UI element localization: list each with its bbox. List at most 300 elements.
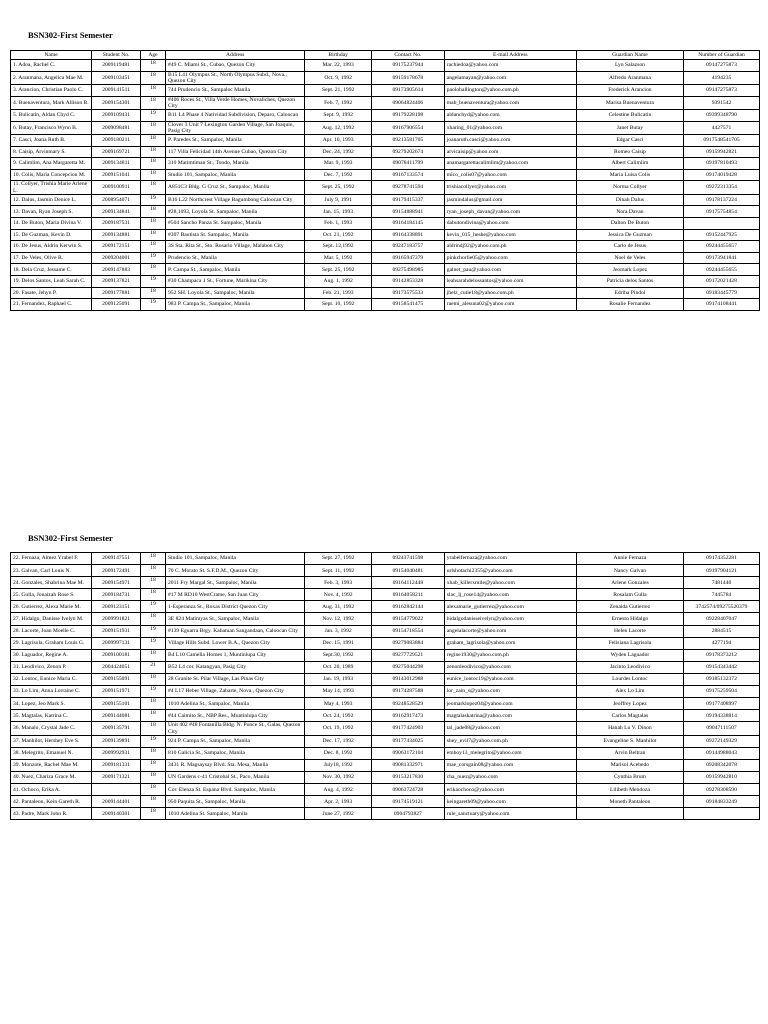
email-cell: aldrindj92@yahoo.com.ph: [444, 241, 576, 253]
guardian-number-cell: 09208342078: [684, 759, 760, 771]
birthday-cell: Dec. 15, 1991: [305, 637, 372, 649]
birthday-cell: Oct. 20, 1989: [305, 661, 372, 673]
contact-cell: 09142853328: [371, 275, 444, 287]
guardian-number-cell: 09194338814: [684, 710, 760, 722]
age-cell: 19: [141, 252, 166, 264]
guardian-name-cell: Edgar Casci: [576, 135, 683, 147]
guardian-name-cell: Rosalam Gulla: [576, 589, 683, 601]
age-cell: 18: [141, 649, 166, 661]
table-row: [11, 772, 760, 784]
guardian-name-cell: Jeoffrey Lopez: [576, 698, 683, 710]
guardian-name-cell: Hanah Lu V. Dinon: [576, 722, 683, 735]
name-cell: 39. Monzote, Rachel Mae M.: [11, 759, 92, 771]
guardian-number-cell: 0917548541705: [684, 135, 760, 147]
student-table-2: [10, 552, 760, 820]
name-cell: 16. De Jesus, Aldrin Kerwin S.: [11, 241, 92, 253]
age-cell: 18: [141, 135, 166, 147]
table-row: [11, 299, 760, 311]
address-cell: Studio 101, Sampaloc, Manila: [165, 169, 304, 181]
birthday-cell: Feb. 21, 1993: [305, 287, 372, 299]
contact-cell: 09167906554: [371, 121, 444, 134]
age-cell: 19: [141, 625, 166, 637]
guardian-name-cell: Lourdes Lontoc: [576, 673, 683, 685]
guardian-number-cell: 09184833249: [684, 796, 760, 808]
student-no-cell: 2009134811: [92, 158, 141, 170]
student-table-1: [10, 50, 760, 311]
table-row: [11, 264, 760, 276]
address-cell: 2011 Fry Margal St., Sampaloc, Manila: [165, 577, 304, 589]
table-row: [11, 784, 760, 796]
table-row: [11, 577, 760, 589]
table-row: [11, 121, 760, 134]
table-row: [11, 601, 760, 613]
student-no-cell: 2004424051: [92, 661, 141, 673]
student-no-cell: 2009098481: [92, 121, 141, 134]
table-row: [11, 553, 760, 565]
guardian-number-cell: 7445784: [684, 589, 760, 601]
student-no-cell: 2009181331: [92, 759, 141, 771]
contact-cell: 09173905614: [371, 85, 444, 97]
guardian-number-cell: 2884515: [684, 625, 760, 637]
guardian-name-cell: Jeomark Lopez: [576, 264, 683, 276]
name-cell: 35. Magtalas, Katrina C.: [11, 710, 92, 722]
column-header-birthday: Birthday: [305, 51, 372, 60]
student-no-cell: 2009151971: [92, 686, 141, 698]
birthday-cell: Aug. 4, 1992: [305, 784, 372, 796]
section-title-1: BSN302-First Semester: [28, 30, 113, 40]
student-no-cell: 2009997131: [92, 637, 141, 649]
guardian-name-cell: Evangeline S. Manhilot: [576, 735, 683, 747]
table-row: [11, 71, 760, 84]
address-cell: 28 Granite St. Pilar Village, Las Pinas City: [165, 673, 304, 685]
contact-cell: 09167133574: [371, 169, 444, 181]
age-cell: 19: [141, 686, 166, 698]
guardian-name-cell: Jessica De Guzman: [576, 229, 683, 241]
address-cell: 3E 824 Matimyas St., Sampaloc, Manila: [165, 613, 304, 625]
address-cell: Clover 3 Unit 7 Lexington Garden Village, San Joaquin, Pasig City: [165, 121, 304, 134]
name-cell: 14. De Buton, Maria Divina V.: [11, 217, 92, 229]
birthday-cell: June 27, 1992: [305, 808, 372, 820]
guardian-name-cell: Alex Lo Lim: [576, 686, 683, 698]
email-cell: graham_lagrisola@yahoo.com: [444, 637, 576, 649]
table-row: [11, 686, 760, 698]
table-row: [11, 252, 760, 264]
email-cell: slac_lj_rose14@yahoo.com: [444, 589, 576, 601]
student-no-cell: 2009135791: [92, 722, 141, 735]
email-cell: urlshotachi2355@yahoo.com: [444, 565, 576, 577]
address-cell: A851C3 Bldg. G Cruz St., Sampaloc, Manila: [165, 181, 304, 194]
name-cell: 31. Leodivico, Zenon P.: [11, 661, 92, 673]
guardian-number-cell: 09174108441: [684, 299, 760, 311]
name-cell: 15. De Guzman, Kevin D.: [11, 229, 92, 241]
email-cell: trishiacollyer@yahoo.com: [444, 181, 576, 194]
name-cell: 38. Melegrito, Emanuel N.: [11, 747, 92, 759]
email-cell: yrabelfernaza@yahoo.com: [444, 553, 576, 565]
age-cell: 18: [141, 772, 166, 784]
guardian-number-cell: 4194235: [684, 71, 760, 84]
guardian-number-cell: 09147275873: [684, 60, 760, 72]
guardian-name-cell: Felisiana Lagrisola: [576, 637, 683, 649]
email-cell: tal_jade08@yahoo.com: [444, 722, 576, 735]
age-cell: 18: [141, 553, 166, 565]
email-cell: leahsarahdelossantos@yahoo.com: [444, 275, 576, 287]
name-cell: 2. Aranmana, Angelica Mae M.: [11, 71, 92, 84]
email-cell: jeomarklopez04@yahoo.com: [444, 698, 576, 710]
contact-cell: 09275044298: [371, 661, 444, 673]
contact-cell: 09243741598: [371, 553, 444, 565]
table-row: [11, 275, 760, 287]
age-cell: 18: [141, 287, 166, 299]
table-row: [11, 241, 760, 253]
email-cell: mico_colis07@yahoo.com: [444, 169, 576, 181]
table-row: [11, 796, 760, 808]
birthday-cell: Jan. 3, 1992: [305, 625, 372, 637]
address-cell: 70 C. Morato St. S.F.D.M., Quezon City: [165, 565, 304, 577]
student-no-cell: 2009155091: [92, 673, 141, 685]
birthday-cell: Sept. 27, 1992: [305, 553, 372, 565]
table-row: [11, 229, 760, 241]
student-no-cell: 2009100181: [92, 649, 141, 661]
table-row: [11, 169, 760, 181]
table-row: [11, 759, 760, 771]
email-cell: angelamayan@yahoo.com: [444, 71, 576, 84]
contact-cell: 09162917473: [371, 710, 444, 722]
student-no-cell: 2009103451: [92, 71, 141, 84]
table-row: [11, 673, 760, 685]
address-cell: #406 Roces St., Villa Verde Homes, Novaliches, Quezon City: [165, 96, 304, 109]
contact-cell: 09154779022: [371, 613, 444, 625]
guardian-number-cell: 09152447925: [684, 229, 760, 241]
table-row: [11, 217, 760, 229]
guardian-number-cell: 09399348790: [684, 110, 760, 122]
guardian-name-cell: Lyn Salazson: [576, 60, 683, 72]
guardian-name-cell: Rosalie Fernandez: [576, 299, 683, 311]
email-cell: hidalgodanisseivelyn@yahoo.com: [444, 613, 576, 625]
email-cell: xhab_killerxmile@yahoo.com: [444, 577, 576, 589]
age-cell: 21: [141, 661, 166, 673]
student-no-cell: 2009144401: [92, 796, 141, 808]
email-cell: alexamarie_gutierrez@yahoo.com: [444, 601, 576, 613]
table-row: [11, 60, 760, 72]
guardian-name-cell: Zenaida Gutierrez: [576, 601, 683, 613]
name-cell: 20. Fasate, Jehyn P.: [11, 287, 92, 299]
email-cell: jasmindalus@gmail.com: [444, 194, 576, 206]
guardian-number-cell: 09175259504: [684, 686, 760, 698]
guardian-name-cell: Maria Luisa Colis: [576, 169, 683, 181]
student-no-cell: [92, 784, 141, 796]
address-cell: P. Paredes St., Sampaloc, Manila: [165, 135, 304, 147]
student-no-cell: 2009184731: [92, 589, 141, 601]
student-no-cell: 2009992931: [92, 747, 141, 759]
table-header-row: [11, 51, 760, 60]
contact-cell: 09154718554: [371, 625, 444, 637]
name-cell: 37. Manhilot, Hershey Eve S.: [11, 735, 92, 747]
birthday-cell: Sept. 21, 1992: [305, 85, 372, 97]
contact-cell: 09177424903: [371, 722, 444, 735]
birthday-cell: Apr. 10, 1993: [305, 135, 372, 147]
name-cell: 17. De Veles, Olive R.: [11, 252, 92, 264]
email-cell: paoloballington@yahoo.com.ph: [444, 85, 576, 97]
contact-cell: 09164338891: [371, 229, 444, 241]
guardian-number-cell: 09178373212: [684, 649, 760, 661]
name-cell: 22. Fernaza, Almez Yrabel F.: [11, 553, 92, 565]
guardian-name-cell: Edriha Pindol: [576, 287, 683, 299]
student-no-cell: 2009171321: [92, 772, 141, 784]
contact-cell: 09173575533: [371, 287, 444, 299]
table-row: [11, 85, 760, 97]
age-cell: 18: [141, 241, 166, 253]
guardian-number-cell: 09047111507: [684, 722, 760, 735]
guardian-number-cell: 09144988043: [684, 747, 760, 759]
guardian-number-cell: 4277194: [684, 637, 760, 649]
address-cell: 952 SH. Loyola St., Sampaloc, Manila: [165, 287, 304, 299]
birthday-cell: Aug. 12, 1992: [305, 121, 372, 134]
address-cell: B11 L4 Phase 4 Natividad Subdivision, Deparo, Caloocan: [165, 110, 304, 122]
student-no-cell: 2009119481: [92, 60, 141, 72]
email-cell: galnet_pau@yahoo.com: [444, 264, 576, 276]
guardian-name-cell: Carlos Magtalas: [576, 710, 683, 722]
age-cell: 18: [141, 181, 166, 194]
name-cell: 4. Buenaventura, Mark Allison B.: [11, 96, 92, 109]
student-no-cell: 2009147551: [92, 553, 141, 565]
contact-cell: 09213581705: [371, 135, 444, 147]
email-cell: rachiedoa@yahoo.com: [444, 60, 576, 72]
birthday-cell: Sept. 11, 1992: [305, 565, 372, 577]
table-row: [11, 96, 760, 109]
student-no-cell: 2009169721: [92, 146, 141, 158]
age-cell: 19: [141, 299, 166, 311]
student-no-cell: 2009125091: [92, 299, 141, 311]
student-no-cell: 2009134881: [92, 229, 141, 241]
age-cell: 18: [141, 565, 166, 577]
age-cell: 18: [141, 722, 166, 735]
name-cell: 9. Calimlim, Ana Margaretta M.: [11, 158, 92, 170]
name-cell: 26. Gutierrez, Alexa Marie M.: [11, 601, 92, 613]
age-cell: 18: [141, 698, 166, 710]
guardian-number-cell: [684, 808, 760, 820]
birthday-cell: Dec. 17, 1992: [305, 735, 372, 747]
guardian-name-cell: Moneth Pantaleon: [576, 796, 683, 808]
column-header-student-no: Student No.: [92, 51, 141, 60]
student-no-cell: 2009134841: [92, 206, 141, 218]
table-row: [11, 625, 760, 637]
table-row: [11, 206, 760, 218]
age-cell: 18: [141, 264, 166, 276]
age-cell: 18: [141, 613, 166, 625]
column-header-name: Name: [11, 51, 92, 60]
table-row: [11, 735, 760, 747]
age-cell: 18: [141, 784, 166, 796]
guardian-number-cell: 09197904121: [684, 565, 760, 577]
age-cell: 18: [141, 710, 166, 722]
address-cell: 310 Matimtiman St., Tondo, Manila: [165, 158, 304, 170]
age-cell: 18: [141, 759, 166, 771]
guardian-name-cell: Nancy Galvan: [576, 565, 683, 577]
table-row: [11, 146, 760, 158]
guardian-number-cell: 09159942821: [684, 146, 760, 158]
age-cell: 18: [141, 796, 166, 808]
email-cell: aldanchyd@yahoo.com: [444, 110, 576, 122]
guardian-number-cell: 09244455657: [684, 241, 760, 253]
guardian-name-cell: Cynthia Brum: [576, 772, 683, 784]
address-cell: 950 Paquita St., Sampaloc, Manila: [165, 796, 304, 808]
name-cell: 10. Colis, Maria Concepcion M.: [11, 169, 92, 181]
birthday-cell: Sept. 9, 1992: [305, 110, 372, 122]
guardian-number-cell: 3742574/09275520379: [684, 601, 760, 613]
table-row: [11, 710, 760, 722]
birthday-cell: July18, 1992: [305, 759, 372, 771]
age-cell: 18: [141, 85, 166, 97]
table-row: [11, 698, 760, 710]
student-no-cell: 2009204001: [92, 252, 141, 264]
column-header-guardian-name: Guardian Name: [576, 51, 683, 60]
contact-cell: 09165947379: [371, 252, 444, 264]
address-cell: #504 Sancho Panza St. Sampaloc, Manila: [165, 217, 304, 229]
name-cell: 43. Padre, Mark John R.: [11, 808, 92, 820]
guardian-number-cell: 09272313354: [684, 181, 760, 194]
name-cell: 1. Adoa, Rachel C.: [11, 60, 92, 72]
address-cell: UN Gardens c-41 Cristobal St., Paco, Manila: [165, 772, 304, 784]
age-cell: 18: [141, 121, 166, 134]
address-cell: 983 P. Campa St., Sampaloc, Manila: [165, 299, 304, 311]
column-header-address: Address: [165, 51, 304, 60]
name-cell: 27. Hidalgo, Danisse Ivelyn M.: [11, 613, 92, 625]
birthday-cell: May 14, 1993: [305, 686, 372, 698]
contact-cell: 09179415337: [371, 194, 444, 206]
contact-cell: 09164112448: [371, 577, 444, 589]
guardian-name-cell: Albert Calimlim: [576, 158, 683, 170]
table-row: [11, 181, 760, 194]
email-cell: xharing_01@yahoo.com: [444, 121, 576, 134]
guardian-number-cell: [684, 217, 760, 229]
contact-cell: 09174287588: [371, 686, 444, 698]
contact-cell: 09175237944: [371, 60, 444, 72]
birthday-cell: Dec. 8, 1992: [305, 747, 372, 759]
email-cell: erikaochoco@yahoo.com: [444, 784, 576, 796]
email-cell: rule_sanctuary@yahoo.com: [444, 808, 576, 820]
contact-cell: 09275498985: [371, 264, 444, 276]
guardian-name-cell: Marisol Acebedo: [576, 759, 683, 771]
name-cell: 13. Davan, Ryan Joseph S.: [11, 206, 92, 218]
email-cell: emboy13_melegrito@yahoo.com: [444, 747, 576, 759]
student-no-cell: 2009172491: [92, 565, 141, 577]
age-cell: 18: [141, 206, 166, 218]
guardian-number-cell: 09159942810: [684, 772, 760, 784]
email-cell: arvicaisip@yahoo.com: [444, 146, 576, 158]
student-no-cell: 2009155101: [92, 698, 141, 710]
email-cell: joanaruth.casci@yahoo.com: [444, 135, 576, 147]
address-cell: Unit 402 #48 Fontanilla Bldg. N. Ponce St., Galas, Quezon City: [165, 722, 304, 735]
birthday-cell: Sept. 10, 1992: [305, 299, 372, 311]
guardian-number-cell: 09272149329: [684, 735, 760, 747]
email-cell: angelalacorte@yahoo.com: [444, 625, 576, 637]
name-cell: 25. Gulla, Jonaizah Rose S.: [11, 589, 92, 601]
contact-cell: 09081332971: [371, 759, 444, 771]
address-cell: Village Hills Subd. Lower B.A., Quezon City: [165, 637, 304, 649]
name-cell: 28. Lacorte, Joan Moelle C.: [11, 625, 92, 637]
guardian-number-cell: 4427571: [684, 121, 760, 134]
address-cell: B15 L41 Olympus St., North Olympus Subd., Nova., Quezon City: [165, 71, 304, 84]
contact-cell: 09279202674: [371, 146, 444, 158]
birthday-cell: Dec. 24, 1992: [305, 146, 372, 158]
guardian-name-cell: Frederick Arancion: [576, 85, 683, 97]
birthday-cell: Oct. 21, 1992: [305, 229, 372, 241]
guardian-number-cell: 09175754854: [684, 206, 760, 218]
guardian-name-cell: Arvin Beltran: [576, 747, 683, 759]
student-no-cell: 2009154971: [92, 577, 141, 589]
birthday-cell: Aug. 1, 1992: [305, 275, 372, 287]
name-cell: 23. Galvan, Carl Louis N.: [11, 565, 92, 577]
guardian-number-cell: 09154343442: [684, 661, 760, 673]
table-row: [11, 649, 760, 661]
guardian-name-cell: Norma Collyer: [576, 181, 683, 194]
name-cell: 34. Lopez, Jeo Mark S.: [11, 698, 92, 710]
column-header-guardian-number: Number of Guardian: [684, 51, 760, 60]
email-cell: raemi_alesuna02@yahoo.com: [444, 299, 576, 311]
age-cell: 18: [141, 146, 166, 158]
table-row: [11, 808, 760, 820]
age-cell: 19: [141, 110, 166, 122]
birthday-cell: Nov. 30, 1992: [305, 772, 372, 784]
birthday-cell: Oct. 9, 1992: [305, 71, 372, 84]
age-cell: 18: [141, 229, 166, 241]
name-cell: 32. Lontoc, Eunice Maria C.: [11, 673, 92, 685]
age-cell: 18: [141, 158, 166, 170]
birthday-cell: Jan. 19, 1993: [305, 673, 372, 685]
guardian-name-cell: Arlene Gonzales: [576, 577, 683, 589]
age-cell: 19: [141, 275, 166, 287]
student-no-cell: 2009139891: [92, 735, 141, 747]
address-cell: B16 L22 Northcrest Village Bagumbong Caloocan City: [165, 194, 304, 206]
name-cell: 36. Manalo, Crystal Jade C.: [11, 722, 92, 735]
guardian-number-cell: 09228407047: [684, 613, 760, 625]
name-cell: 41. Ochoco, Erika A.: [11, 784, 92, 796]
student-no-cell: 2009100911: [92, 181, 141, 194]
address-cell: #44 Caimito St., NBP Res., Muntinlupa City: [165, 710, 304, 722]
address-cell: #307 Bautista St. Sampaloc, Manila: [165, 229, 304, 241]
student-no-cell: 2009141511: [92, 85, 141, 97]
guardian-number-cell: 09178137224: [684, 194, 760, 206]
birthday-cell: Nov. 12, 1992: [305, 613, 372, 625]
birthday-cell: Oct. 19, 1992: [305, 722, 372, 735]
student-no-cell: 2008954071: [92, 194, 141, 206]
email-cell: zenonleodivico@yahoo.com: [444, 661, 576, 673]
birthday-cell: Sept. 25, 1992: [305, 264, 372, 276]
contact-cell: 09277729521: [371, 649, 444, 661]
name-cell: 40. Nuez, Chariza Grace M.: [11, 772, 92, 784]
address-cell: Studio 101, Sampaloc, Manila: [165, 553, 304, 565]
birthday-cell: Mar. 22, 1993: [305, 60, 372, 72]
contact-cell: 09162842144: [371, 601, 444, 613]
table-row: [11, 613, 760, 625]
address-cell: #4 L17 Heber Village, Zabarte, Nova., Quezon City: [165, 686, 304, 698]
age-cell: 18: [141, 808, 166, 820]
birthday-cell: Oct. 24, 1992: [305, 710, 372, 722]
contact-cell: 09278741594: [371, 181, 444, 194]
table-row: [11, 661, 760, 673]
name-cell: 33. Lo Lim, Anna Lorraine C.: [11, 686, 92, 698]
address-cell: Cor. Elenza St. Espana Blvd. Sampaloc, Manila: [165, 784, 304, 796]
guardian-name-cell: [576, 808, 683, 820]
address-cell: 117 Villa Felicidad 14th Avenue Cubao, Quezon City: [165, 146, 304, 158]
age-cell: 19: [141, 194, 166, 206]
age-cell: 19: [141, 637, 166, 649]
birthday-cell: Feb. 7, 1992: [305, 96, 372, 109]
address-cell: #49 C. Miami St., Cubao, Quezon City: [165, 60, 304, 72]
table-row: [11, 565, 760, 577]
table-row: [11, 747, 760, 759]
age-cell: 18: [141, 217, 166, 229]
